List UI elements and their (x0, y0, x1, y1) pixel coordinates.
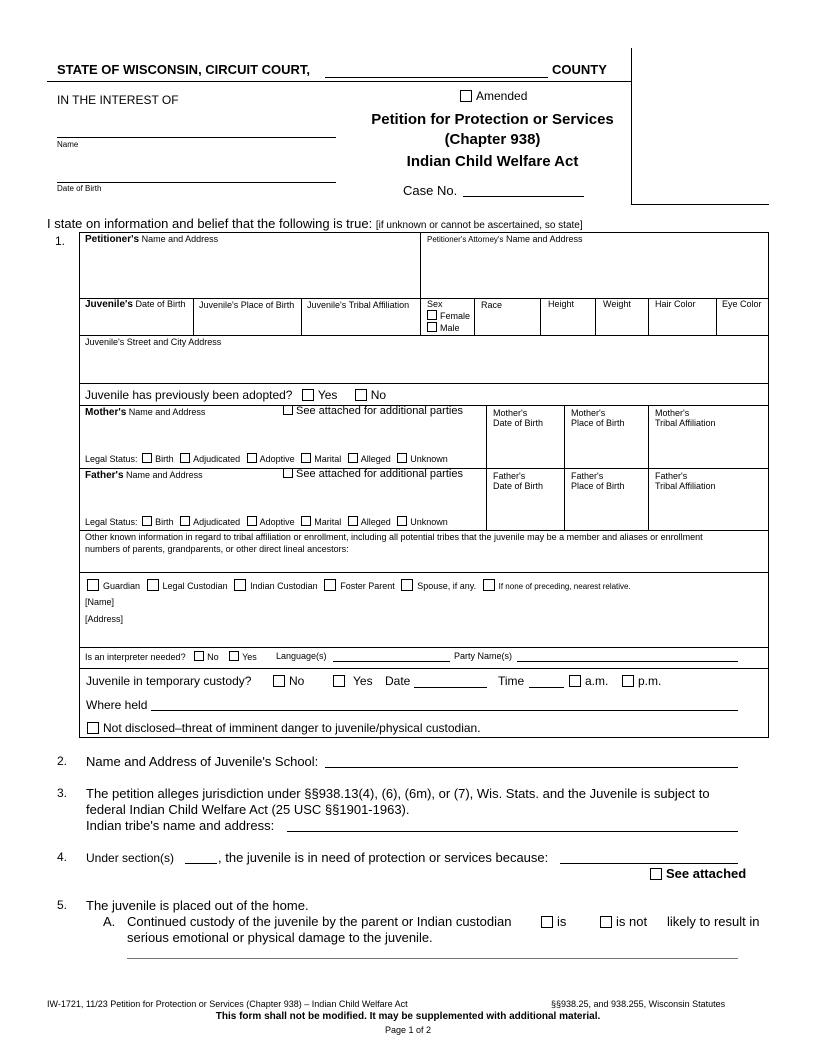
interpreter-yes-checkbox[interactable] (229, 651, 239, 661)
row-rule (79, 572, 769, 573)
item-5-number: 5. (57, 898, 68, 912)
placed-out-text: The juvenile is placed out of the home. (86, 898, 309, 913)
cell-divider (716, 298, 717, 335)
county-label: COUNTY (552, 62, 607, 77)
mother-name-label: Mother's Name and Address (85, 407, 206, 418)
row-rule (79, 668, 769, 669)
custody-date-input-line[interactable] (414, 687, 487, 688)
relation-address-label: [Address] (85, 614, 124, 624)
languages-label: Language(s) (276, 651, 327, 661)
need-protection-text: , the juvenile is in need of protection or services because: (218, 850, 549, 865)
father-name-label: Father's Name and Address (85, 470, 203, 481)
row-rule (79, 335, 769, 336)
page-number: Page 1 of 2 (384, 1025, 432, 1035)
juvenile-pob-label: Juvenile's Place of Birth (199, 300, 295, 310)
status-checkbox[interactable] (180, 453, 190, 463)
school-input-line[interactable] (325, 767, 738, 768)
amended-option[interactable]: Amended (460, 89, 527, 103)
petitioner-label: Petitioner's Name and Address (85, 234, 219, 245)
section-input-line[interactable] (185, 863, 217, 864)
county-input-line[interactable] (325, 77, 548, 78)
interest-of-label: IN THE INTEREST OF (57, 93, 179, 107)
father-tribal-label: Father's Tribal Affiliation (655, 471, 716, 491)
header-rule (47, 81, 632, 82)
not-disclosed-checkbox[interactable] (87, 722, 99, 734)
adopted-yes-checkbox[interactable] (302, 389, 314, 401)
father-dob-label: Father's Date of Birth (493, 471, 544, 491)
dob-label: Date of Birth (57, 184, 102, 193)
intro-statement: I state on information and belief that the following is true: [if unknown or cannot be ascertained, so state] (47, 216, 583, 231)
interpreter-no-checkbox[interactable] (194, 651, 204, 661)
header-right-rule (631, 204, 769, 205)
where-held-input-line[interactable] (151, 710, 738, 711)
female-checkbox[interactable] (427, 310, 437, 320)
dob-input-line[interactable] (57, 182, 336, 183)
name-label: Name (57, 140, 79, 149)
cell-divider (193, 298, 194, 335)
item-4-number: 4. (57, 850, 68, 864)
attorney-label: Petitioner's Attorney's Name and Address (427, 234, 583, 244)
cell-divider (301, 298, 302, 335)
status-checkbox[interactable] (301, 453, 311, 463)
cell-divider (648, 298, 649, 335)
am-option[interactable]: a.m. (569, 674, 608, 688)
relationship-options: Guardian Legal Custodian Indian Custodian Foster Parent Spouse, if any. If none of preceding, nearest relative. (87, 579, 631, 591)
am-checkbox[interactable] (569, 675, 581, 687)
nearest-relative-checkbox[interactable] (483, 579, 495, 591)
cell-divider (420, 298, 421, 335)
custody-question: Juvenile in temporary custody? (86, 674, 252, 688)
father-legal-status: Legal Status: Birth Adjudicated Adoptive Marital Alleged Unknown (85, 517, 448, 527)
custody-time-input-line[interactable] (529, 687, 564, 688)
cell-divider (474, 298, 475, 335)
other-info-label: Other known information in regard to tribal affiliation or enrollment, including all potential tribes that the juvenile may be a member and aliases or enrollment numbers of parents, grandparents, or other direct lineal ancestors: (85, 532, 703, 554)
mother-tribal-label: Mother's Tribal Affiliation (655, 408, 716, 428)
status-checkbox[interactable] (348, 516, 358, 526)
custody-time-label: Time (498, 674, 525, 688)
spouse-checkbox[interactable] (401, 579, 413, 591)
case-no-input-line[interactable] (463, 196, 584, 197)
male-option[interactable]: Male (427, 322, 470, 334)
custody-yes-checkbox[interactable] (333, 675, 345, 687)
cell-divider (595, 298, 596, 335)
weight-label: Weight (603, 299, 631, 309)
form-title: Petition for Protection or Services (Chapter 938) Indian Child Welfare Act (371, 111, 614, 170)
interpreter-row: Is an interpreter needed? No Yes (85, 652, 257, 662)
see-attached-option[interactable]: See attached (650, 866, 746, 881)
custody-no-checkbox[interactable] (273, 675, 285, 687)
not-disclosed-option[interactable]: Not disclosed–threat of imminent danger to juvenile/physical custodian. (87, 721, 481, 735)
custody-yes-option[interactable]: Yes (333, 674, 373, 688)
status-checkbox[interactable] (397, 453, 407, 463)
indian-custodian-checkbox[interactable] (234, 579, 246, 591)
amended-checkbox[interactable] (460, 90, 472, 102)
tribe-name-input-line[interactable] (287, 831, 738, 832)
juvenile-tribal-label: Juvenile's Tribal Affiliation (307, 300, 410, 310)
status-checkbox[interactable] (348, 453, 358, 463)
case-no-label: Case No. (403, 183, 458, 198)
mother-dob-label: Mother's Date of Birth (493, 408, 544, 428)
legal-custodian-checkbox[interactable] (147, 579, 159, 591)
height-label: Height (548, 299, 575, 309)
item-5a-input-line[interactable] (127, 958, 738, 959)
languages-input-line[interactable] (333, 661, 450, 662)
custody-date-label: Date (385, 674, 411, 688)
is-checkbox[interactable] (541, 916, 553, 928)
father-pob-label: Father's Place of Birth (571, 471, 625, 491)
pm-checkbox[interactable] (622, 675, 634, 687)
school-label: Name and Address of Juvenile's School: (86, 754, 319, 769)
continued-custody-text: Continued custody of the juvenile by the parent or Indian custodian (127, 914, 512, 929)
item-2-number: 2. (57, 754, 68, 768)
race-label: Race (481, 300, 503, 310)
party-names-input-line[interactable] (517, 661, 738, 662)
mother-see-attached[interactable]: See attached for additional parties (283, 405, 463, 417)
pm-option[interactable]: p.m. (622, 674, 661, 688)
is-option[interactable]: is (541, 914, 566, 929)
form-id: IW-1721, 11/23 Petition for Protection or Services (Chapter 938) – Indian Child Welfare Act (47, 999, 408, 1009)
eye-color-label: Eye Color (722, 299, 762, 309)
reason-input-line[interactable] (560, 863, 738, 864)
juvenile-dob-label: Juvenile's Date of Birth (85, 299, 186, 310)
sex-field: Sex Female Male (427, 299, 471, 333)
where-held-label: Where held (86, 698, 148, 712)
party-names-label: Party Name(s) (454, 651, 513, 661)
street-label: Juvenile's Street and City Address (85, 337, 222, 347)
jurisdiction-text: The petition alleges jurisdiction under §§938.13(4), (6), (6m), or (7), Wis. Stats. and the Juvenile is subject to federal Indian Child Welfare Act (25 USC §§1901-1963). Indian tribe's name and address: (86, 786, 710, 833)
mother-pob-label: Mother's Place of Birth (571, 408, 625, 428)
row-rule (79, 383, 769, 384)
cell-divider (540, 298, 541, 335)
status-checkbox[interactable] (142, 516, 152, 526)
status-checkbox[interactable] (301, 516, 311, 526)
status-checkbox[interactable] (247, 453, 257, 463)
status-checkbox[interactable] (142, 453, 152, 463)
see-attached-checkbox[interactable] (650, 868, 662, 880)
adopted-question: Juvenile has previously been adopted? Yes No (85, 388, 387, 402)
status-checkbox[interactable] (180, 516, 190, 526)
footer-notice: This form shall not be modified. It may be supplemented with additional material. (215, 1011, 601, 1022)
petitioner-divider (420, 232, 421, 298)
under-section-label: Under section(s) (86, 851, 175, 865)
mother-see-attached-checkbox[interactable] (283, 405, 293, 415)
item-1-number: 1. (55, 234, 66, 248)
court-caption: STATE OF WISCONSIN, CIRCUIT COURT, (57, 62, 311, 77)
name-input-line[interactable] (57, 137, 336, 138)
female-option[interactable]: Female (427, 310, 470, 322)
is-not-option[interactable]: is not (600, 914, 647, 929)
is-not-checkbox[interactable] (600, 916, 612, 928)
mother-legal-status: Legal Status: Birth Adjudicated Adoptive Marital Alleged Unknown (85, 454, 448, 464)
adopted-no-checkbox[interactable] (355, 389, 367, 401)
status-checkbox[interactable] (397, 516, 407, 526)
male-checkbox[interactable] (427, 322, 437, 332)
hair-color-label: Hair Color (655, 299, 696, 309)
row-rule (79, 647, 769, 648)
likely-text: likely to result in (667, 914, 760, 929)
father-see-attached[interactable]: See attached for additional parties (283, 468, 463, 480)
custody-no-option[interactable]: No (273, 674, 304, 688)
item-5a-label: A. (103, 914, 116, 929)
status-checkbox[interactable] (247, 516, 257, 526)
statutes: §§938.25, and 938.255, Wisconsin Statutes (551, 999, 726, 1009)
item-3-number: 3. (57, 786, 68, 800)
relation-name-label: [Name] (85, 597, 115, 607)
father-see-attached-checkbox[interactable] (283, 468, 293, 478)
guardian-checkbox[interactable] (87, 579, 99, 591)
damage-text: serious emotional or physical damage to the juvenile. (127, 930, 433, 945)
foster-parent-checkbox[interactable] (324, 579, 336, 591)
